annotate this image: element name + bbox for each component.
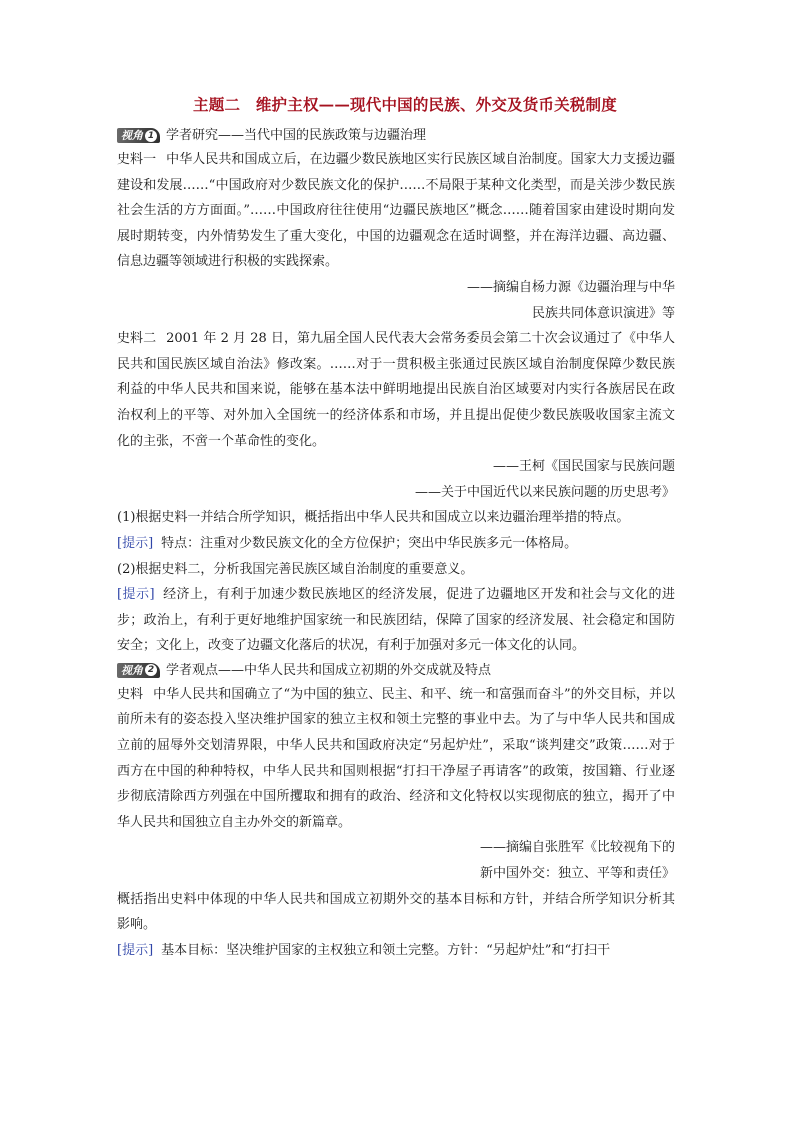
angle-1-header (117, 124, 675, 147)
material-3-line: 人民共和国成立前的屈辱外交划清界限，中华人民共和国政府决定“另起炉灶”，采取“谈 (117, 712, 675, 754)
material-3-line: 客”的政策，按国籍、行业逐步彻底清除西方列强在中国所攫取和拥有的政治、经济和文化 (117, 763, 675, 805)
document-body (117, 94, 675, 963)
material-2-line: 少数民族利益的中华人民共和国来说，能够在基本法中鲜明地提出民族自治区域要对内实行 (117, 356, 675, 398)
material-3-line: 标，并以前所未有的姿态投入坚决维护国家的独立主权和领土完整的事业中去。为了与中华 (117, 686, 675, 728)
material-1 (117, 147, 675, 275)
hint-2-line: 定和国防安全；文化上，改变了边疆文化落后的状况，有利于加强对多元一体文化的认同。 (117, 612, 675, 654)
angle-1-badge (117, 128, 160, 143)
hint-3 (117, 938, 675, 964)
hint-2 (117, 582, 675, 659)
material-1-line: 并在海洋边疆、高边疆、信息边疆等领域进行积极的实践探索。 (117, 228, 675, 270)
material-1-source-1: ——摘编自杨力源《边疆治理与中华 (466, 279, 675, 295)
material-2-source-1: ——王柯《国民国家与民族问题 (492, 459, 675, 475)
angle-2-header (117, 659, 675, 682)
angle-badge-number: 2 (145, 664, 157, 676)
question-3-line: 概括指出史料中体现的中华人民共和国成立初期外交的基本目标和方针，并结合所学知识分 (117, 891, 649, 907)
question-1: (1)根据史料一并结合所学知识，概括指出中华人民共和国成立以来边疆治理举措的特点。 (117, 510, 630, 526)
question-2: (2)根据史料二，分析我国完善民族区域自治制度的重要意义。 (117, 561, 474, 577)
material-3-line: 中华人民共和国确立了“为中国的独立、民主、和平、统一和富强而奋斗”的外交目 (153, 686, 623, 702)
material-1-line: 中华人民共和国成立后，在边疆少数民族地区实行民族区域自治制度。国家大力支 (166, 152, 636, 167)
material-1-line: 关涉少数民族社会生活的方方面面。”……中国政府往往使用“边疆民族地区”概念……随 (117, 177, 675, 219)
angle-2-heading: 学者观点——中华人民共和国成立初期的外交成就及特点 (166, 662, 492, 678)
page-title: 主题二 维护主权——现代中国的民族、外交及货币关税制度 (193, 95, 617, 114)
material-1-source-2: 民族共同体意识演进》等 (531, 305, 675, 321)
material-3-source-2: 新中国外交：独立、平等和责任》 (479, 866, 675, 882)
material-2-line: 2001 年 2 月 28 日，第九届全国人民代表大会常务委员会第二十次会议通过了《中 (166, 331, 649, 347)
material-2 (117, 326, 675, 454)
material-3-line: 特权以实现彻底的独立，揭开了中华人民共和国独立自主办外交的新篇章。 (117, 789, 675, 830)
hint-3-text: 基本目标：坚决维护国家的主权独立和领土完整。方针：“另起炉灶”和“打扫干 (161, 942, 611, 958)
material-1-line: 援边疆建设和发展……“中国政府对少数民族文化的保护……不局限于某种文化类型，而是 (117, 152, 675, 193)
material-2-label: 史料二 (117, 331, 157, 347)
material-2-line: 族吸收国家主流文化的主张，不啻一个革命性的变化。 (117, 407, 675, 449)
material-3-label: 史料 (117, 686, 144, 702)
question-3-line: 析其影响。 (117, 891, 675, 933)
material-3 (117, 682, 675, 836)
hint-1-label: [提示] (117, 535, 154, 551)
hint-3-label: [提示] (117, 942, 154, 958)
angle-badge-number: 1 (145, 130, 157, 142)
hint-1-text: 特点：注重对少数民族文化的全方位保护；突出中华民族多元一体格局。 (161, 535, 578, 551)
angle-badge-label: 视角 (121, 663, 143, 677)
angle-badge-label: 视角 (121, 129, 143, 142)
material-1-label: 史料一 (117, 152, 157, 167)
hint-2-line: 的进步；政治上，有利于更好地维护国家统一和民族团结，保障了国家的经济发展、社会稳 (117, 587, 675, 628)
material-2-source-2: ——关于中国近代以来民族问题的历史思考》 (414, 484, 675, 500)
question-3 (117, 887, 675, 938)
material-1-line: 着国家由建设时期向发展时期转变，内外情势发生了重大变化，中国的边疆观念在适时调整， (117, 203, 675, 244)
angle-1-heading: 学者研究——当代中国的民族政策与边疆治理 (166, 128, 427, 143)
hint-1 (117, 531, 675, 557)
hint-2-label: [提示] (117, 587, 155, 603)
material-3-source-1: ——摘编自张胜军《比较视角下的 (479, 840, 675, 856)
material-2-line: 华人民共和国民族区域自治法》修改案。……对于一贯积极主张通过民族区域自治制度保障 (117, 331, 675, 372)
material-2-line: 各族居民在政治权利上的平等、对外加入全国统一的经济体系和市场，并且提出促使少数民 (117, 382, 675, 423)
material-3-line: 判建交”政策……对于西方在中国的种种特权，中华人民共和国则根据“打扫干净屋子再请 (117, 738, 675, 779)
hint-2-line: 经济上，有利于加速少数民族地区的经济发展，促进了边疆地区开发和社会与文化 (162, 587, 649, 603)
angle-2-badge (117, 663, 160, 678)
